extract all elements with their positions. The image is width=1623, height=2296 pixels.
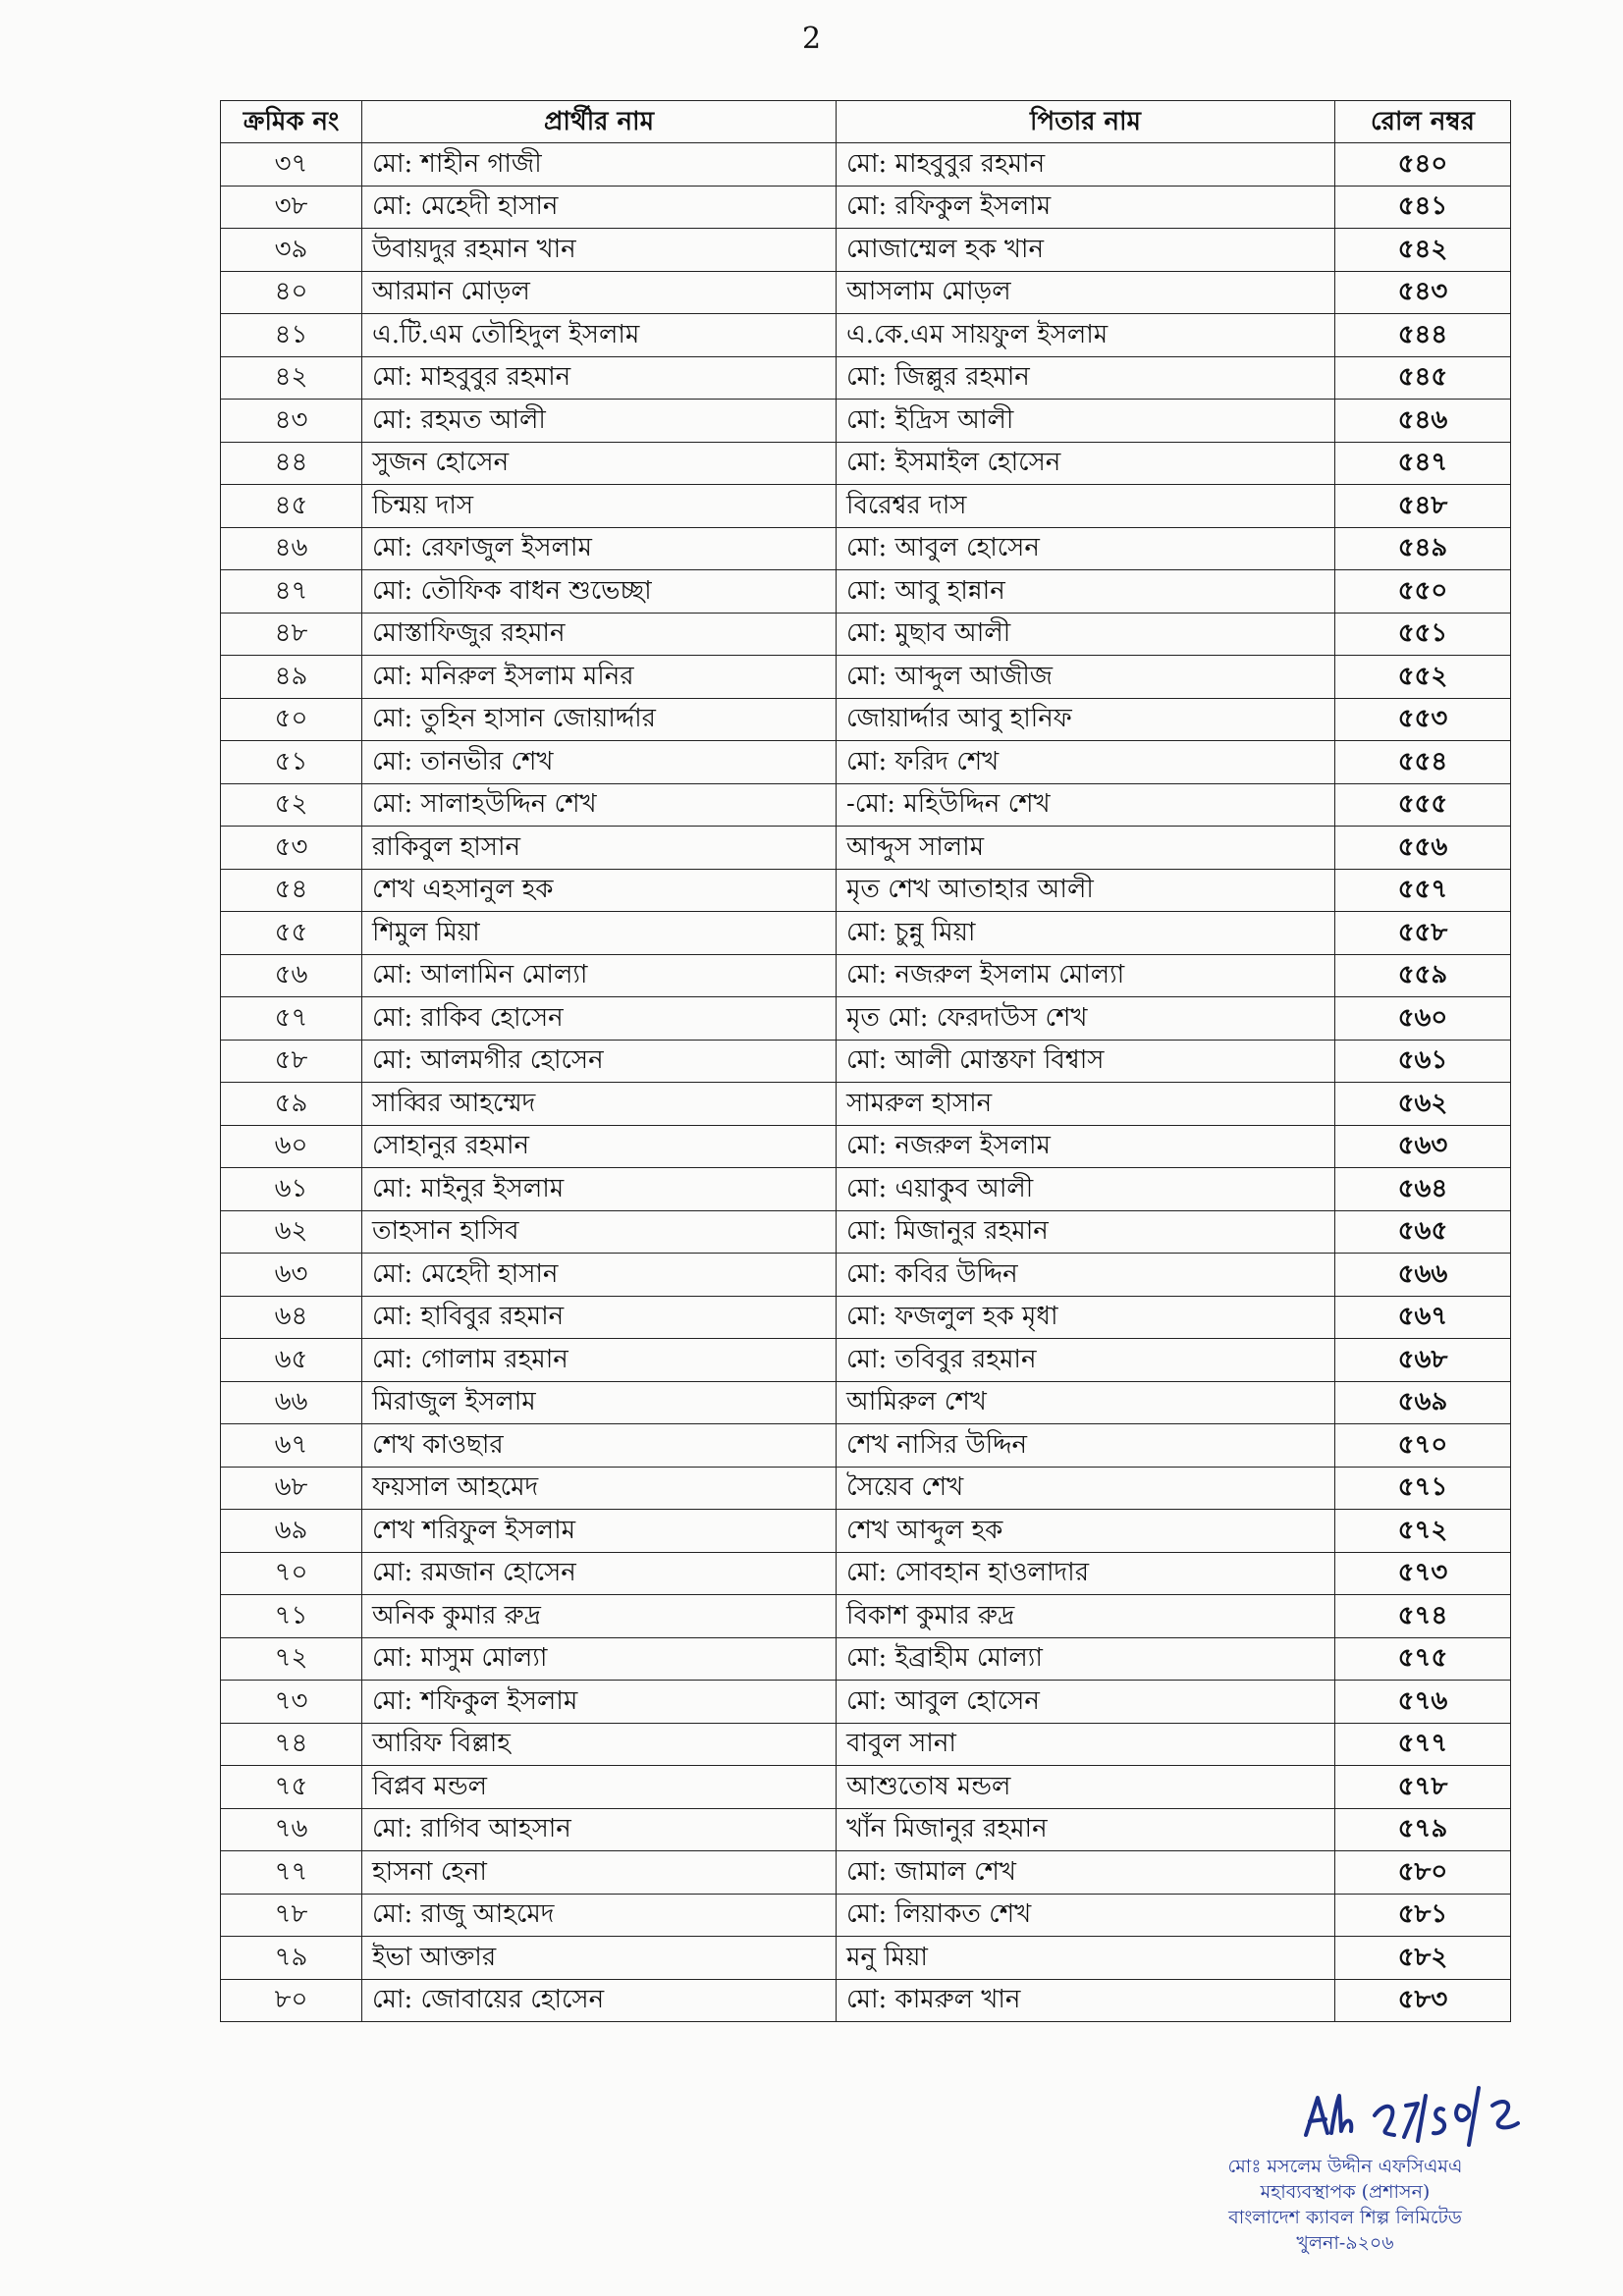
cell-father-name: আসলাম মোড়ল [837, 271, 1335, 314]
cell-roll-number: ৫৫৮ [1335, 912, 1511, 955]
cell-roll-number: ৫৪১ [1335, 186, 1511, 229]
cell-candidate-name: মো: শাহীন গাজী [362, 143, 837, 187]
cell-roll-number: ৫৪৬ [1335, 400, 1511, 443]
cell-father-name: মো: জিল্লুর রহমান [837, 356, 1335, 400]
cell-father-name: মো: ইব্রাহীম মোল্যা [837, 1637, 1335, 1681]
cell-father-name: মো: ইসমাইল হোসেন [837, 442, 1335, 485]
cell-candidate-name: আরিফ বিল্লাহ [362, 1723, 837, 1766]
stamp-location: খুলনা-৯২০৬ [1296, 2232, 1394, 2254]
table-row [221, 1254, 1511, 1297]
cell-roll-number: ৫৬৫ [1335, 1210, 1511, 1254]
cell-candidate-name: মো: মনিরুল ইসলাম মনির [362, 656, 837, 699]
candidate-roll-table [220, 100, 1511, 2022]
cell-serial: ৩৮ [221, 186, 362, 229]
cell-serial: ৩৭ [221, 143, 362, 187]
cell-father-name: মো: মুছাব আলী [837, 613, 1335, 656]
cell-father-name: খাঁন মিজানুর রহমান [837, 1808, 1335, 1851]
cell-father-name: মো: নজরুল ইসলাম মোল্যা [837, 954, 1335, 997]
table-row [221, 485, 1511, 528]
header-candidate-name: প্রার্থীর নাম [362, 101, 837, 143]
cell-roll-number: ৫৫৪ [1335, 741, 1511, 784]
cell-candidate-name: তাহসান হাসিব [362, 1210, 837, 1254]
cell-candidate-name: মো: মেহেদী হাসান [362, 186, 837, 229]
cell-father-name: আব্দুস সালাম [837, 827, 1335, 870]
cell-roll-number: ৫৫৫ [1335, 783, 1511, 827]
cell-father-name: মনু মিয়া [837, 1937, 1335, 1980]
cell-roll-number: ৫৪৭ [1335, 442, 1511, 485]
cell-candidate-name: মো: মাইনুর ইসলাম [362, 1168, 837, 1211]
cell-father-name: মোজাম্মেল হক খান [837, 229, 1335, 272]
table-row [221, 997, 1511, 1041]
cell-candidate-name: মো: তুহিন হাসান জোয়ার্দ্দার [362, 698, 837, 741]
cell-father-name: জোয়ার্দ্দার আবু হানিফ [837, 698, 1335, 741]
cell-serial: ৫৭ [221, 997, 362, 1041]
stamp-designation: মহাব্যবস্থাপক (প্রশাসন) [1260, 2181, 1431, 2203]
table-row [221, 1339, 1511, 1382]
cell-serial: ৫৫ [221, 912, 362, 955]
cell-roll-number: ৫৬৮ [1335, 1339, 1511, 1382]
header-serial: ক্রমিক নং [221, 101, 362, 143]
cell-candidate-name: মো: রহমত আলী [362, 400, 837, 443]
table-row [221, 1040, 1511, 1083]
cell-father-name: সৈয়েব শেখ [837, 1467, 1335, 1510]
cell-serial: ৭৯ [221, 1937, 362, 1980]
table-row [221, 442, 1511, 485]
cell-candidate-name: মো: মেহেদী হাসান [362, 1254, 837, 1297]
cell-serial: ৬৩ [221, 1254, 362, 1297]
table-row [221, 1851, 1511, 1895]
table-row [221, 143, 1511, 187]
table-row [221, 1723, 1511, 1766]
cell-serial: ৪২ [221, 356, 362, 400]
table-row [221, 1210, 1511, 1254]
cell-candidate-name: মো: রাজু আহমেদ [362, 1894, 837, 1937]
cell-serial: ৭৮ [221, 1894, 362, 1937]
cell-candidate-name: মো: তানভীর শেখ [362, 741, 837, 784]
cell-candidate-name: বিপ্লব মন্ডল [362, 1766, 837, 1809]
table-row [221, 1125, 1511, 1168]
cell-father-name: মৃত শেখ আতাহার আলী [837, 869, 1335, 912]
cell-serial: ৫০ [221, 698, 362, 741]
cell-father-name: মো: জামাল শেখ [837, 1851, 1335, 1895]
table-row [221, 613, 1511, 656]
table-row [221, 1979, 1511, 2022]
table-row [221, 954, 1511, 997]
cell-roll-number: ৫৪০ [1335, 143, 1511, 187]
cell-roll-number: ৫৬৬ [1335, 1254, 1511, 1297]
cell-father-name: মো: নজরুল ইসলাম [837, 1125, 1335, 1168]
table-row [221, 527, 1511, 570]
cell-serial: ৫৪ [221, 869, 362, 912]
cell-candidate-name: আরমান মোড়ল [362, 271, 837, 314]
cell-father-name: মো: ফরিদ শেখ [837, 741, 1335, 784]
cell-candidate-name: সোহানুর রহমান [362, 1125, 837, 1168]
table-body [221, 143, 1511, 2022]
cell-father-name: মো: কামরুল খান [837, 1979, 1335, 2022]
cell-candidate-name: সুজন হোসেন [362, 442, 837, 485]
cell-father-name: মো: আবুল হোসেন [837, 1681, 1335, 1724]
table-header-row [221, 101, 1511, 143]
table-row [221, 1510, 1511, 1553]
table-row [221, 356, 1511, 400]
cell-roll-number: ৫৪৫ [1335, 356, 1511, 400]
cell-candidate-name: ইভা আক্তার [362, 1937, 837, 1980]
cell-serial: ৬৮ [221, 1467, 362, 1510]
table-row [221, 783, 1511, 827]
handwritten-signature-icon [1296, 2076, 1532, 2155]
cell-roll-number: ৫৭৬ [1335, 1681, 1511, 1724]
table-row [221, 1424, 1511, 1468]
table-row [221, 1552, 1511, 1595]
table-row [221, 1296, 1511, 1339]
cell-candidate-name: সাব্বির আহম্মেদ [362, 1083, 837, 1126]
cell-serial: ৭৭ [221, 1851, 362, 1895]
cell-candidate-name: মো: মাসুম মোল্যা [362, 1637, 837, 1681]
cell-father-name: আমিরুল শেখ [837, 1381, 1335, 1424]
cell-roll-number: ৫৪৩ [1335, 271, 1511, 314]
cell-serial: ৫৩ [221, 827, 362, 870]
table-row [221, 400, 1511, 443]
cell-father-name: মো: সোবহান হাওলাদার [837, 1552, 1335, 1595]
cell-roll-number: ৫৭৯ [1335, 1808, 1511, 1851]
cell-father-name: মো: আব্দুল আজীজ [837, 656, 1335, 699]
cell-candidate-name: শেখ কাওছার [362, 1424, 837, 1468]
page-number: 2 [801, 22, 822, 56]
cell-serial: ৪৪ [221, 442, 362, 485]
cell-roll-number: ৫৭১ [1335, 1467, 1511, 1510]
cell-candidate-name: রাকিবুল হাসান [362, 827, 837, 870]
header-father-name: পিতার নাম [837, 101, 1335, 143]
table-row [221, 741, 1511, 784]
cell-roll-number: ৫৬৭ [1335, 1296, 1511, 1339]
table-row [221, 656, 1511, 699]
cell-father-name: মো: লিয়াকত শেখ [837, 1894, 1335, 1937]
cell-serial: ৫১ [221, 741, 362, 784]
cell-serial: ৬০ [221, 1125, 362, 1168]
cell-roll-number: ৫৫২ [1335, 656, 1511, 699]
cell-serial: ৮০ [221, 1979, 362, 2022]
cell-candidate-name: মো: সালাহউদ্দিন শেখ [362, 783, 837, 827]
cell-father-name: মো: তবিবুর রহমান [837, 1339, 1335, 1382]
cell-candidate-name: মো: তৌফিক বাধন শুভেচ্ছা [362, 570, 837, 614]
cell-candidate-name: মো: রাকিব হোসেন [362, 997, 837, 1041]
cell-roll-number: ৫৭৩ [1335, 1552, 1511, 1595]
table-row [221, 1937, 1511, 1980]
table-row [221, 1681, 1511, 1724]
cell-serial: ৫৮ [221, 1040, 362, 1083]
cell-serial: ৬৫ [221, 1339, 362, 1382]
cell-roll-number: ৫৬৯ [1335, 1381, 1511, 1424]
cell-serial: ৭৩ [221, 1681, 362, 1724]
table-row [221, 271, 1511, 314]
cell-serial: ৪৯ [221, 656, 362, 699]
cell-father-name: শেখ নাসির উদ্দিন [837, 1424, 1335, 1468]
cell-roll-number: ৫৬৪ [1335, 1168, 1511, 1211]
cell-candidate-name: মো: রমজান হোসেন [362, 1552, 837, 1595]
table-row [221, 229, 1511, 272]
cell-father-name: বিকাশ কুমার রুদ্র [837, 1595, 1335, 1638]
cell-roll-number: ৫৮৩ [1335, 1979, 1511, 2022]
cell-serial: ৫২ [221, 783, 362, 827]
cell-serial: ৬২ [221, 1210, 362, 1254]
cell-serial: ৪৫ [221, 485, 362, 528]
cell-father-name: মো: ইদ্রিস আলী [837, 400, 1335, 443]
table-row [221, 570, 1511, 614]
table-row [221, 1894, 1511, 1937]
cell-candidate-name: শেখ শরিফুল ইসলাম [362, 1510, 837, 1553]
cell-father-name: মো: রফিকুল ইসলাম [837, 186, 1335, 229]
table-row [221, 869, 1511, 912]
cell-candidate-name: উবায়দুর রহমান খান [362, 229, 837, 272]
cell-serial: ৬৪ [221, 1296, 362, 1339]
cell-father-name: সামরুল হাসান [837, 1083, 1335, 1126]
cell-father-name: -মো: মহিউদ্দিন শেখ [837, 783, 1335, 827]
header-roll-number: রোল নম্বর [1335, 101, 1511, 143]
cell-roll-number: ৫৮১ [1335, 1894, 1511, 1937]
cell-candidate-name: ফয়সাল আহমেদ [362, 1467, 837, 1510]
cell-serial: ৬৯ [221, 1510, 362, 1553]
cell-roll-number: ৫৬০ [1335, 997, 1511, 1041]
cell-candidate-name: মিরাজুল ইসলাম [362, 1381, 837, 1424]
cell-candidate-name: মো: শফিকুল ইসলাম [362, 1681, 837, 1724]
cell-father-name: মো: মিজানুর রহমান [837, 1210, 1335, 1254]
cell-father-name: আশুতোষ মন্ডল [837, 1766, 1335, 1809]
cell-candidate-name: এ.টি.এম তৌহিদুল ইসলাম [362, 314, 837, 357]
table-row [221, 1766, 1511, 1809]
cell-candidate-name: শিমুল মিয়া [362, 912, 837, 955]
table-row [221, 1467, 1511, 1510]
cell-serial: ৪০ [221, 271, 362, 314]
cell-serial: ৫৯ [221, 1083, 362, 1126]
cell-roll-number: ৫৬১ [1335, 1040, 1511, 1083]
table-row [221, 1381, 1511, 1424]
cell-serial: ৪৬ [221, 527, 362, 570]
cell-candidate-name: মো: আলমগীর হোসেন [362, 1040, 837, 1083]
cell-candidate-name: মো: গোলাম রহমান [362, 1339, 837, 1382]
cell-serial: ৭১ [221, 1595, 362, 1638]
cell-father-name: মো: এয়াকুব আলী [837, 1168, 1335, 1211]
cell-roll-number: ৫৬২ [1335, 1083, 1511, 1126]
cell-candidate-name: মো: আলামিন মোল্যা [362, 954, 837, 997]
cell-serial: ৭০ [221, 1552, 362, 1595]
cell-roll-number: ৫৫৬ [1335, 827, 1511, 870]
cell-roll-number: ৫৫৩ [1335, 698, 1511, 741]
cell-father-name: এ.কে.এম সায়ফুল ইসলাম [837, 314, 1335, 357]
cell-serial: ৭২ [221, 1637, 362, 1681]
cell-father-name: মো: কবির উদ্দিন [837, 1254, 1335, 1297]
cell-father-name: মো: আবু হান্নান [837, 570, 1335, 614]
cell-roll-number: ৫৫০ [1335, 570, 1511, 614]
cell-serial: ৬১ [221, 1168, 362, 1211]
table-row [221, 827, 1511, 870]
cell-candidate-name: শেখ এহসানুল হক [362, 869, 837, 912]
cell-roll-number: ৫৭০ [1335, 1424, 1511, 1468]
cell-candidate-name: অনিক কুমার রুদ্র [362, 1595, 837, 1638]
cell-serial: ৩৯ [221, 229, 362, 272]
cell-father-name: বাবুল সানা [837, 1723, 1335, 1766]
cell-father-name: মো: মাহবুবুর রহমান [837, 143, 1335, 187]
cell-serial: ৪৭ [221, 570, 362, 614]
cell-candidate-name: মো: রেফাজুল ইসলাম [362, 527, 837, 570]
cell-candidate-name: মো: মাহবুবুর রহমান [362, 356, 837, 400]
cell-roll-number: ৫৪৪ [1335, 314, 1511, 357]
cell-candidate-name: মো: রাগিব আহসান [362, 1808, 837, 1851]
stamp-name: মোঃ মসলেম উদ্দীন এফসিএমএ [1227, 2156, 1463, 2177]
cell-candidate-name: মোস্তাফিজুর রহমান [362, 613, 837, 656]
table-row [221, 1168, 1511, 1211]
cell-candidate-name: মো: জোবায়ের হোসেন [362, 1979, 837, 2022]
cell-roll-number: ৫৮২ [1335, 1937, 1511, 1980]
cell-serial: ৫৬ [221, 954, 362, 997]
cell-serial: ৭৫ [221, 1766, 362, 1809]
cell-roll-number: ৫৭২ [1335, 1510, 1511, 1553]
cell-roll-number: ৫৪৯ [1335, 527, 1511, 570]
cell-father-name: মো: ফজলুল হক মৃধা [837, 1296, 1335, 1339]
cell-roll-number: ৫৫১ [1335, 613, 1511, 656]
cell-father-name: মো: আবুল হোসেন [837, 527, 1335, 570]
table-row [221, 912, 1511, 955]
cell-serial: ৪৮ [221, 613, 362, 656]
cell-roll-number: ৫৭৮ [1335, 1766, 1511, 1809]
cell-roll-number: ৫৭৫ [1335, 1637, 1511, 1681]
cell-serial: ৬৬ [221, 1381, 362, 1424]
cell-serial: ৪৩ [221, 400, 362, 443]
cell-serial: ৬৭ [221, 1424, 362, 1468]
stamp-company: বাংলাদেশ ক্যাবল শিল্প লিমিটেড [1228, 2207, 1462, 2228]
cell-serial: ৪১ [221, 314, 362, 357]
cell-roll-number: ৫৫৯ [1335, 954, 1511, 997]
table-row [221, 186, 1511, 229]
cell-father-name: মো: আলী মোস্তফা বিশ্বাস [837, 1040, 1335, 1083]
table-row [221, 1083, 1511, 1126]
cell-candidate-name: হাসনা হেনা [362, 1851, 837, 1895]
cell-serial: ৭৪ [221, 1723, 362, 1766]
cell-father-name: মো: চুন্নু মিয়া [837, 912, 1335, 955]
cell-father-name: মৃত মো: ফেরদাউস শেখ [837, 997, 1335, 1041]
cell-father-name: শেখ আব্দুল হক [837, 1510, 1335, 1553]
cell-roll-number: ৫৪২ [1335, 229, 1511, 272]
table-row [221, 1808, 1511, 1851]
cell-roll-number: ৫৪৮ [1335, 485, 1511, 528]
cell-candidate-name: চিন্ময় দাস [362, 485, 837, 528]
cell-roll-number: ৫৭৭ [1335, 1723, 1511, 1766]
cell-roll-number: ৫৬৩ [1335, 1125, 1511, 1168]
table-row [221, 698, 1511, 741]
cell-father-name: বিরেশ্বর দাস [837, 485, 1335, 528]
table-row [221, 1637, 1511, 1681]
cell-roll-number: ৫৮০ [1335, 1851, 1511, 1895]
cell-serial: ৭৬ [221, 1808, 362, 1851]
cell-roll-number: ৫৭৪ [1335, 1595, 1511, 1638]
cell-roll-number: ৫৫৭ [1335, 869, 1511, 912]
cell-candidate-name: মো: হাবিবুর রহমান [362, 1296, 837, 1339]
table-row [221, 314, 1511, 357]
table-row [221, 1595, 1511, 1638]
